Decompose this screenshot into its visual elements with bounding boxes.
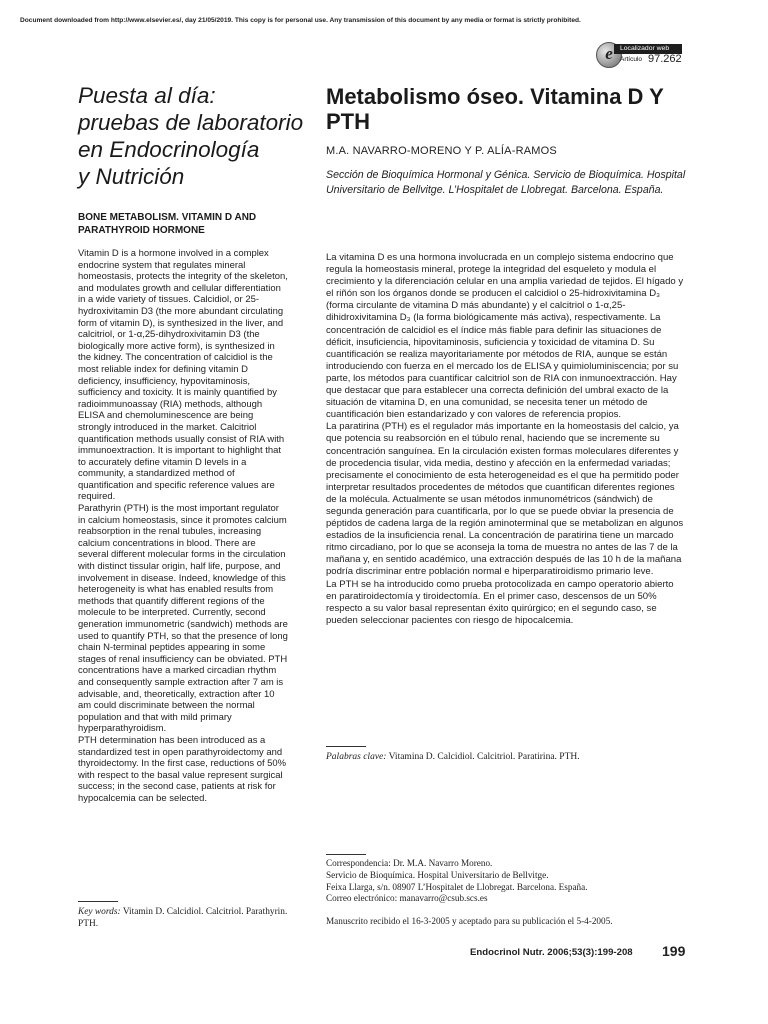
locator-article-label: Artículo — [620, 56, 643, 63]
manuscript-dates: Manuscrito recibido el 16-3-2005 y aceptado para su publicación el 5-4-2005. — [326, 916, 613, 926]
spanish-keywords-text: Vitamina D. Calcidiol. Calcitriol. Paratirina. PTH. — [388, 752, 580, 762]
article-affiliation: Sección de Bioquímica Hormonal y Génica. Servicio de Bioquímica. Hospital Universitario de Bellvitge. L’Hospitalet de Llobregat. Barcelona. España. — [326, 169, 686, 196]
section-title-line: en Endocrinología — [78, 137, 260, 162]
correspondence-line: Servicio de Bioquímica. Hospital Universitario de Bellvitge. — [326, 869, 549, 880]
section-title-line: y Nutrición — [78, 164, 185, 189]
article-title: Metabolismo óseo. Vitamina D Y PTH — [326, 84, 664, 134]
elsevier-e-logo-icon: e — [596, 42, 622, 68]
journal-reference: Endocrinol Nutr. 2006;53(3):199-208 — [470, 947, 633, 958]
english-keywords-text: Vitamin D. Calcidiol. Calcitriol. Parathyrin. PTH. — [78, 907, 288, 929]
spanish-keywords-divider — [326, 746, 366, 747]
spanish-abstract — [326, 252, 686, 627]
section-title-line: pruebas de laboratorio — [78, 110, 304, 135]
english-paragraph: PTH determination has been introduced as a standardized test in open parathyroidectomy and thyroidectomy. In the first case, reductions of 50% with respect to the basal value represent surgical success; in the second case, patients at risk for hypocalcemia can be selected. — [78, 734, 287, 804]
spanish-paragraph: La PTH se ha introducido como prueba protocolizada en campo operatorio abierto en paratiroidectomía y tiroidectomía. En el primer caso, descensos de un 50% respecto a su valor basal representan éxito quirúrgico; en el segundo caso, se pueden seleccionar pacientes con riesgo de hipocalcemia. — [326, 578, 674, 626]
section-title-line: Puesta al día: — [78, 83, 216, 108]
download-notice: Document downloaded from http://www.elsevier.es/, day 21/05/2019. This copy is for personal use. Any transmission of this document by any media or format is strictly prohibited. — [20, 17, 581, 24]
english-paragraph: Parathyrin (PTH) is the most important regulator in calcium homeostasis, since it promotes calcium reabsorption in the renal tubules, increasing calcium concentrations in blood. There are several different molecular forms in the circulation with distinct tissular origin, half life, purpose, and involvement in disease. Indeed, knowledge of this heterogeneity is what has enabled results from methods that quantify different regions of the molecule to be interpreted. Currently, second generation immunometric (sandwich) methods are used to quantify PTH, so that the presence of long chain N-terminal peptides appearing in some stages of renal insufficiency can be obviated. PTH concentrations have a marked circadian rhythm and consequently sample extraction after 7 am is advisable, and, theoretically, extraction after 10 am could discriminate between the normal population and that with mild primary hyperparathyroidism. — [78, 503, 288, 735]
spanish-paragraph: La vitamina D es una hormona involucrada en un complejo sistema endocrino que regula la homeostasis mineral, protege la integridad del esqueleto y modula el crecimiento y la diferenciación celular en una amplia variedad de tejidos. El hígado y el riñón son los órganos donde se producen el calcidiol o 25-hidroxivitamina D₃ (forma circulante de vitamina D más abundante) y el calcitriol o 1-α,25-dihidroxivitamina D₃ (la forma biológicamente más activa), respectivamente. La concentración de calcidiol es el índice más fiable para definir las situaciones de déficit, insuficiencia, hipovitaminosis, suficiencia y toxicidad de vitamina D. Su cuantificación se realiza mayoritariamente por métodos de RIA, aunque se están introduciendo con fuerza en el mercado los de ELISA y quimioluminiscencia; por su parte, los métodos para cuantificar calcitriol son de RIA con inmunoextracción. Hay que destacar que para establecer una correcta definición del umbral exacto de la situación de vitamina D, en una comunidad, se necesita tener un método de cuantificación bien estandarizado y con valores de referencia propios. — [326, 252, 684, 421]
english-abstract-title: BONE METABOLISM. VITAMIN D AND PARATHYROID HORMONE — [78, 212, 257, 236]
correspondence-block — [326, 858, 686, 905]
spanish-keywords-label: Palabras clave: — [326, 752, 387, 762]
english-abstract — [78, 248, 288, 805]
spanish-paragraph: La paratirina (PTH) es el regulador más importante en la homeostasis del calcio, ya que potencia su reabsorción en el túbulo renal, haciendo que se incremente su concentración sanguínea. En la circulación existen formas moleculares diferentes y de procedencia tisular, vida media, destino y afección en la enfermedad variadas; precisamente el conocimiento de esta heterogeneidad es el que ha permitido poder interpretar resultados procedentes de métodos que cuantifican diferentes regiones de la molécula. Actualmente se usan métodos inmunométricos (sándwich) de segunda generación para cuantificarla, por lo que se puede obviar la presencia de péptidos de cadena larga de la región aminoterminal que se metabolizan en algunos estadios de la insuficiencia renal. La concentración de paratirina tiene un marcado ritmo circadiano, por lo que se aconseja la toma de muestra no antes de las 7 de la mañana y, en sentido académico, una extracción después de las 10 h de la mañana podría discriminar entre población normal e hiperparatiroidismo primario leve. — [326, 421, 684, 578]
spanish-keywords — [326, 752, 686, 762]
correspondence-email[interactable]: Correo electrónico: manavarro@csub.scs.es — [326, 893, 488, 904]
locator-article-number: 97.262 — [648, 53, 682, 65]
section-title — [78, 82, 313, 190]
correspondence-line: Correspondencia: Dr. M.A. Navarro Moreno. — [326, 858, 493, 868]
english-paragraph: Vitamin D is a hormone involved in a complex endocrine system that regulates mineral homeostasis, protects the integrity of the skeleton, and modulates growth and cellular differentiation in a wide variety of tissues. Calcidiol, or 25-hydroxivitamin D3 (the more abundant circulating form of vitamin D), is synthesized in the liver, and calcitriol, or 1-α,25-dihydroxivitamin D3 (the biologically more active form), is synthesized in the kidney. The concentration of calcidiol is the most reliable index for defining vitamin D deficiency, insufficiency, hypovitaminosis, sufficiency and toxicity. It is mainly quantified by radioimmunoassay (RIA) methods, although ELISA and chemoluminescence are being strongly introduced in the market. Calcitriol quantification methods usually consist of RIA with immunoextraction. It is important to highlight that to accurately define vitamin D levels in a community, a standardized method of quantification and specific reference values are required. — [78, 248, 288, 503]
article-authors: M.A. NAVARRO-MORENO Y P. ALÍA-RAMOS — [326, 145, 557, 157]
english-keywords-label: Key words: — [78, 907, 121, 917]
correspondence-line: Feixa Llarga, s/n. 08907 L’Hospitalet de Llobregat. Barcelona. España. — [326, 881, 588, 892]
web-locator-badge[interactable] — [596, 40, 686, 70]
english-keywords — [78, 906, 288, 930]
locator-label: Localizador web — [614, 44, 682, 54]
page-number: 199 — [662, 943, 686, 959]
english-keywords-divider — [78, 901, 118, 902]
correspondence-divider — [326, 854, 366, 855]
